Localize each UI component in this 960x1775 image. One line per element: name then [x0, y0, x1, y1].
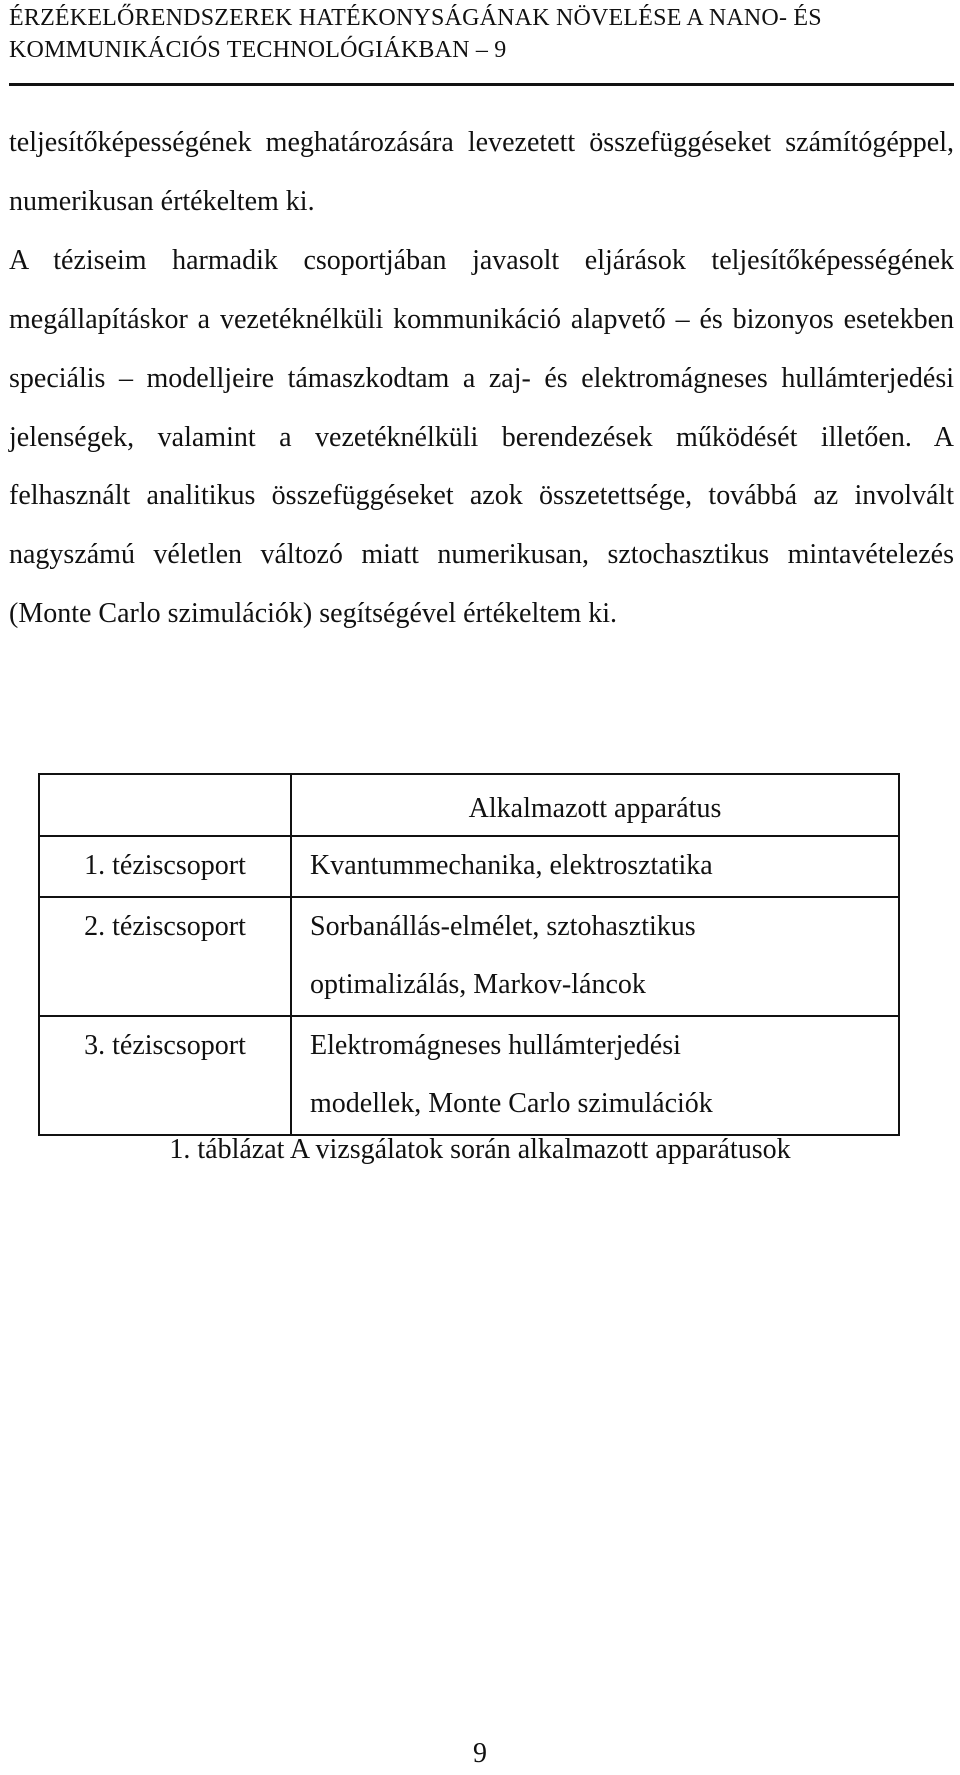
- table-row-apparatus-cell: [291, 1016, 899, 1135]
- table-row-group-cell: [39, 836, 291, 897]
- table-row-group-cell: [39, 897, 291, 1016]
- table-header-empty-cell: [39, 774, 291, 836]
- apparatus-line: modellek, Monte Carlo szimulációk: [310, 1088, 713, 1119]
- table-header-row: [39, 774, 899, 836]
- apparatus-table: [38, 773, 900, 1136]
- thesis-group-label: 3. téziscsoport: [84, 1029, 246, 1061]
- table-row: [39, 897, 899, 1016]
- table-row: [39, 1016, 899, 1135]
- running-header-line-2: KOMMUNIKÁCIÓS TECHNOLÓGIÁKBAN – 9: [9, 37, 507, 63]
- thesis-group-label: 2. téziscsoport: [84, 910, 246, 942]
- table-header-cell: [291, 774, 899, 836]
- body-text: [9, 114, 954, 644]
- apparatus-line: optimalizálás, Markov-láncok: [310, 969, 646, 1000]
- thesis-group-label: 1. téziscsoport: [84, 850, 246, 881]
- apparatus-line: Kvantummechanika, elektrosztatika: [310, 850, 713, 881]
- running-header: [9, 2, 954, 66]
- table-row-apparatus-cell: [291, 897, 899, 1016]
- paragraph-continuation: teljesítőképességének meghatározására levezetett összefüggéseket számítógéppel, numerikusan értékeltem ki.: [9, 127, 954, 217]
- header-rule: [9, 83, 954, 86]
- table-caption: 1. táblázat A vizsgálatok során alkalmazott apparátusok: [169, 1134, 791, 1165]
- page-number: 9: [473, 1738, 487, 1769]
- running-header-line-1: ÉRZÉKELŐRENDSZEREK HATÉKONYSÁGÁNAK NÖVELÉSE A NANO- ÉS: [9, 5, 822, 31]
- table-row: [39, 836, 899, 897]
- table-row-apparatus-cell: [291, 836, 899, 897]
- apparatus-line: Elektromágneses hullámterjedési: [310, 1029, 681, 1061]
- apparatus-line: Sorbanállás-elmélet, sztohasztikus: [310, 910, 696, 942]
- table-row-group-cell: [39, 1016, 291, 1135]
- paragraph-thesis-group-three: A téziseim harmadik csoportjában javasolt eljárások teljesítőképességének megállapításkor a vezetéknélküli kommunikáció alapvető – és bizonyos esetekben speciális – modelljeire támaszkodtam a zaj- és elektromágneses hullámterjedési jelenségek, valamint a vezetéknélküli berendezések működését illetően. A felhasznált analitikus összefüggéseket azok összetettsége, továbbá az involvált nagyszámú véletlen változó miatt numerikusan, sztochasztikus mintavételezés (Monte Carlo szimulációk) segítségével értékeltem ki.: [9, 244, 954, 630]
- table-header-label: Alkalmazott apparátus: [468, 793, 722, 824]
